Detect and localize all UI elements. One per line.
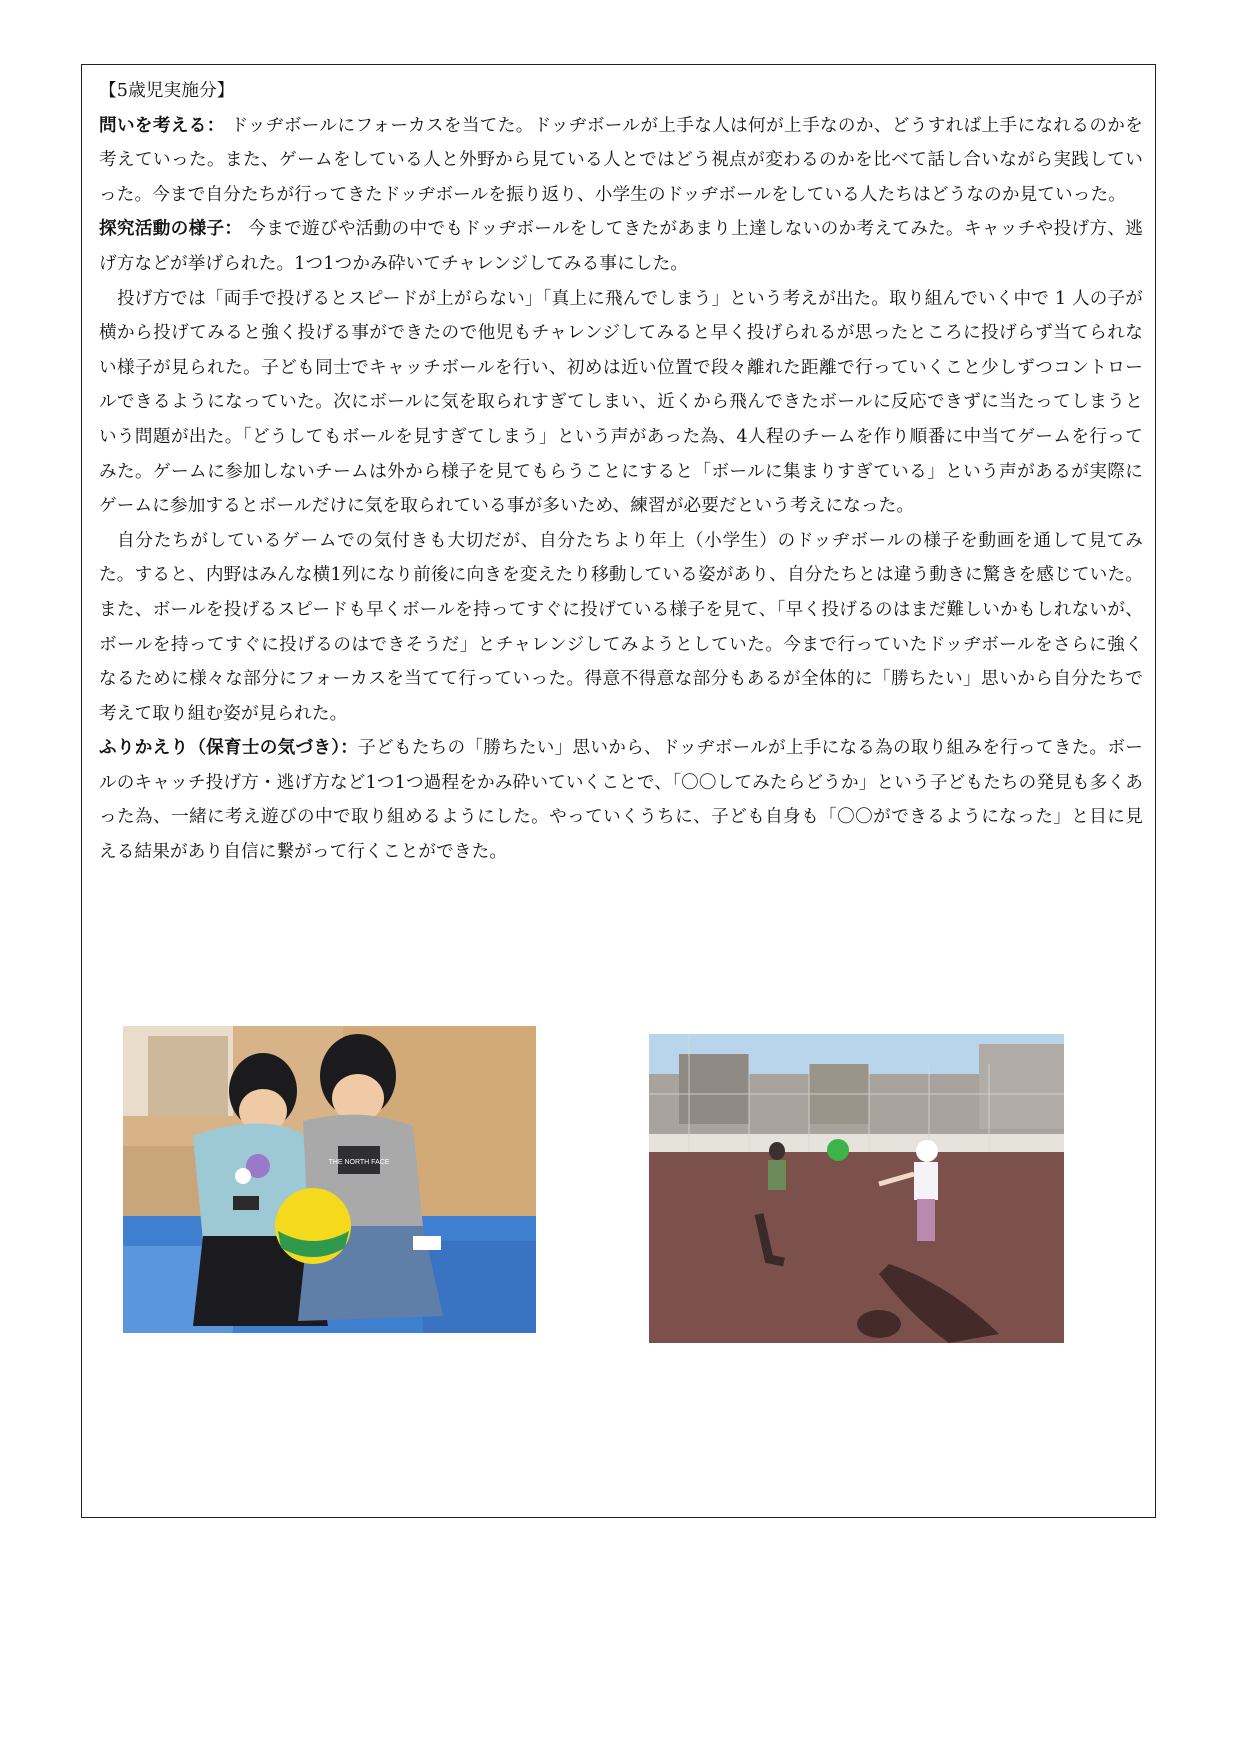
report-body (99, 74, 1143, 870)
question-label: 問いを考える： (99, 115, 225, 136)
activity-video-paragraph: 自分たちがしているゲームでの気付きも大切だが、自分たちより年上（小学生）のドッヂボールの様子を動画を通して見てみた。すると、内野はみんな横1列になり前後に向きを変えたり移動している姿があり、自分たちとは違う動きに驚きを感じていた。また、ボールを投げるスピードも早くボールを持ってすぐに投げている様子を見て、「早く投げるのはまだ難しいかもしれないが、ボールを持ってすぐに投げるのはできそうだ」とチャレンジしてみようとしていた。今まで行っていたドッヂボールをさらに強くなるために様々な部分にフォーカスを当てて行っていった。得意不得意な部分もあるが全体的に「勝ちたい」思いから自分たちで考えて取り組む姿が見られた。 (99, 530, 1143, 724)
section-heading: 【5歳児実施分】 (99, 81, 235, 101)
activity-paragraph (99, 212, 1143, 281)
activity-throwing-paragraph: 投げ方では「両手で投げるとスピードが上がらない」「真上に飛んでしまう」という考えが出た。取り組んでいく中で 1 人の子が横から投げてみると強く投げる事ができたので他児もチャレンジしてみると早く投げられるが思ったところに投げらず当てられない様子が見られた。子ども同士でキャッチボールを行い、初めは近い位置で段々離れた距離で行っていくこと少しずつコントロールできるようになっていた。次にボールに気を取られすぎてしまい、近くから飛んできたボールに反応できずに当たってしまうという問題が出た。「どうしてもボールを見すぎてしまう」という声があった為、4人程のチームを作り順番に中当てゲームを行ってみた。ゲームに参加しないチームは外から様子を見てもらうことにすると「ボールに集まりすぎている」という声があるが実際にゲームに参加するとボールだけに気を取られている事が多いため、練習が必要だという考えになった。 (99, 288, 1143, 517)
reflection-text: 子どもたちの「勝ちたい」思いから、ドッヂボールが上手になる為の取り組みを行ってきた。ボールのキャッチ投げ方・逃げ方など1つ1つ過程をかみ砕いていくことで、「〇〇してみたらどうか」という子どもたちの発見も多くあった為、一緒に考え遊びの中で取り組めるようにした。やっていくうちに、子ども自身も「〇〇ができるようになった」と目に見える結果があり自信に繋がって行くことができた。 (99, 738, 1143, 863)
reflection-paragraph (99, 731, 1143, 869)
photo-rooftop-play (649, 1034, 1064, 1343)
activity-label: 探究活動の様子： (99, 219, 243, 240)
reflection-label: ふりかえり（保育士の気づき）： (99, 738, 359, 759)
activity-intro-text: 今まで遊びや活動の中でもドッヂボールをしてきたがあまり上達しないのか考えてみた。キャッチや投げ方、逃げ方などが挙げられた。1つ1つかみ砕いてチャレンジしてみる事にした。 (99, 219, 1143, 274)
photo1-shirt-logo-text: THE NORTH FACE (328, 1159, 390, 1166)
photo-children-with-ball (123, 1026, 536, 1333)
photo-rooftop-play-image (649, 1034, 1064, 1343)
question-text: ドッヂボールにフォーカスを当てた。ドッヂボールが上手な人は何が上手なのか、どうすれば上手になれるのかを考えていった。また、ゲームをしている人と外野から見ている人とではどう視点が変わるのかを比べて話し合いながら実践していった。今まで自分たちが行ってきたドッヂボールを振り返り、小学生のドッヂボールをしている人たちはどうなのか見ていった。 (99, 115, 1143, 205)
question-paragraph (99, 109, 1143, 213)
photo-children-with-ball-image (123, 1026, 536, 1333)
